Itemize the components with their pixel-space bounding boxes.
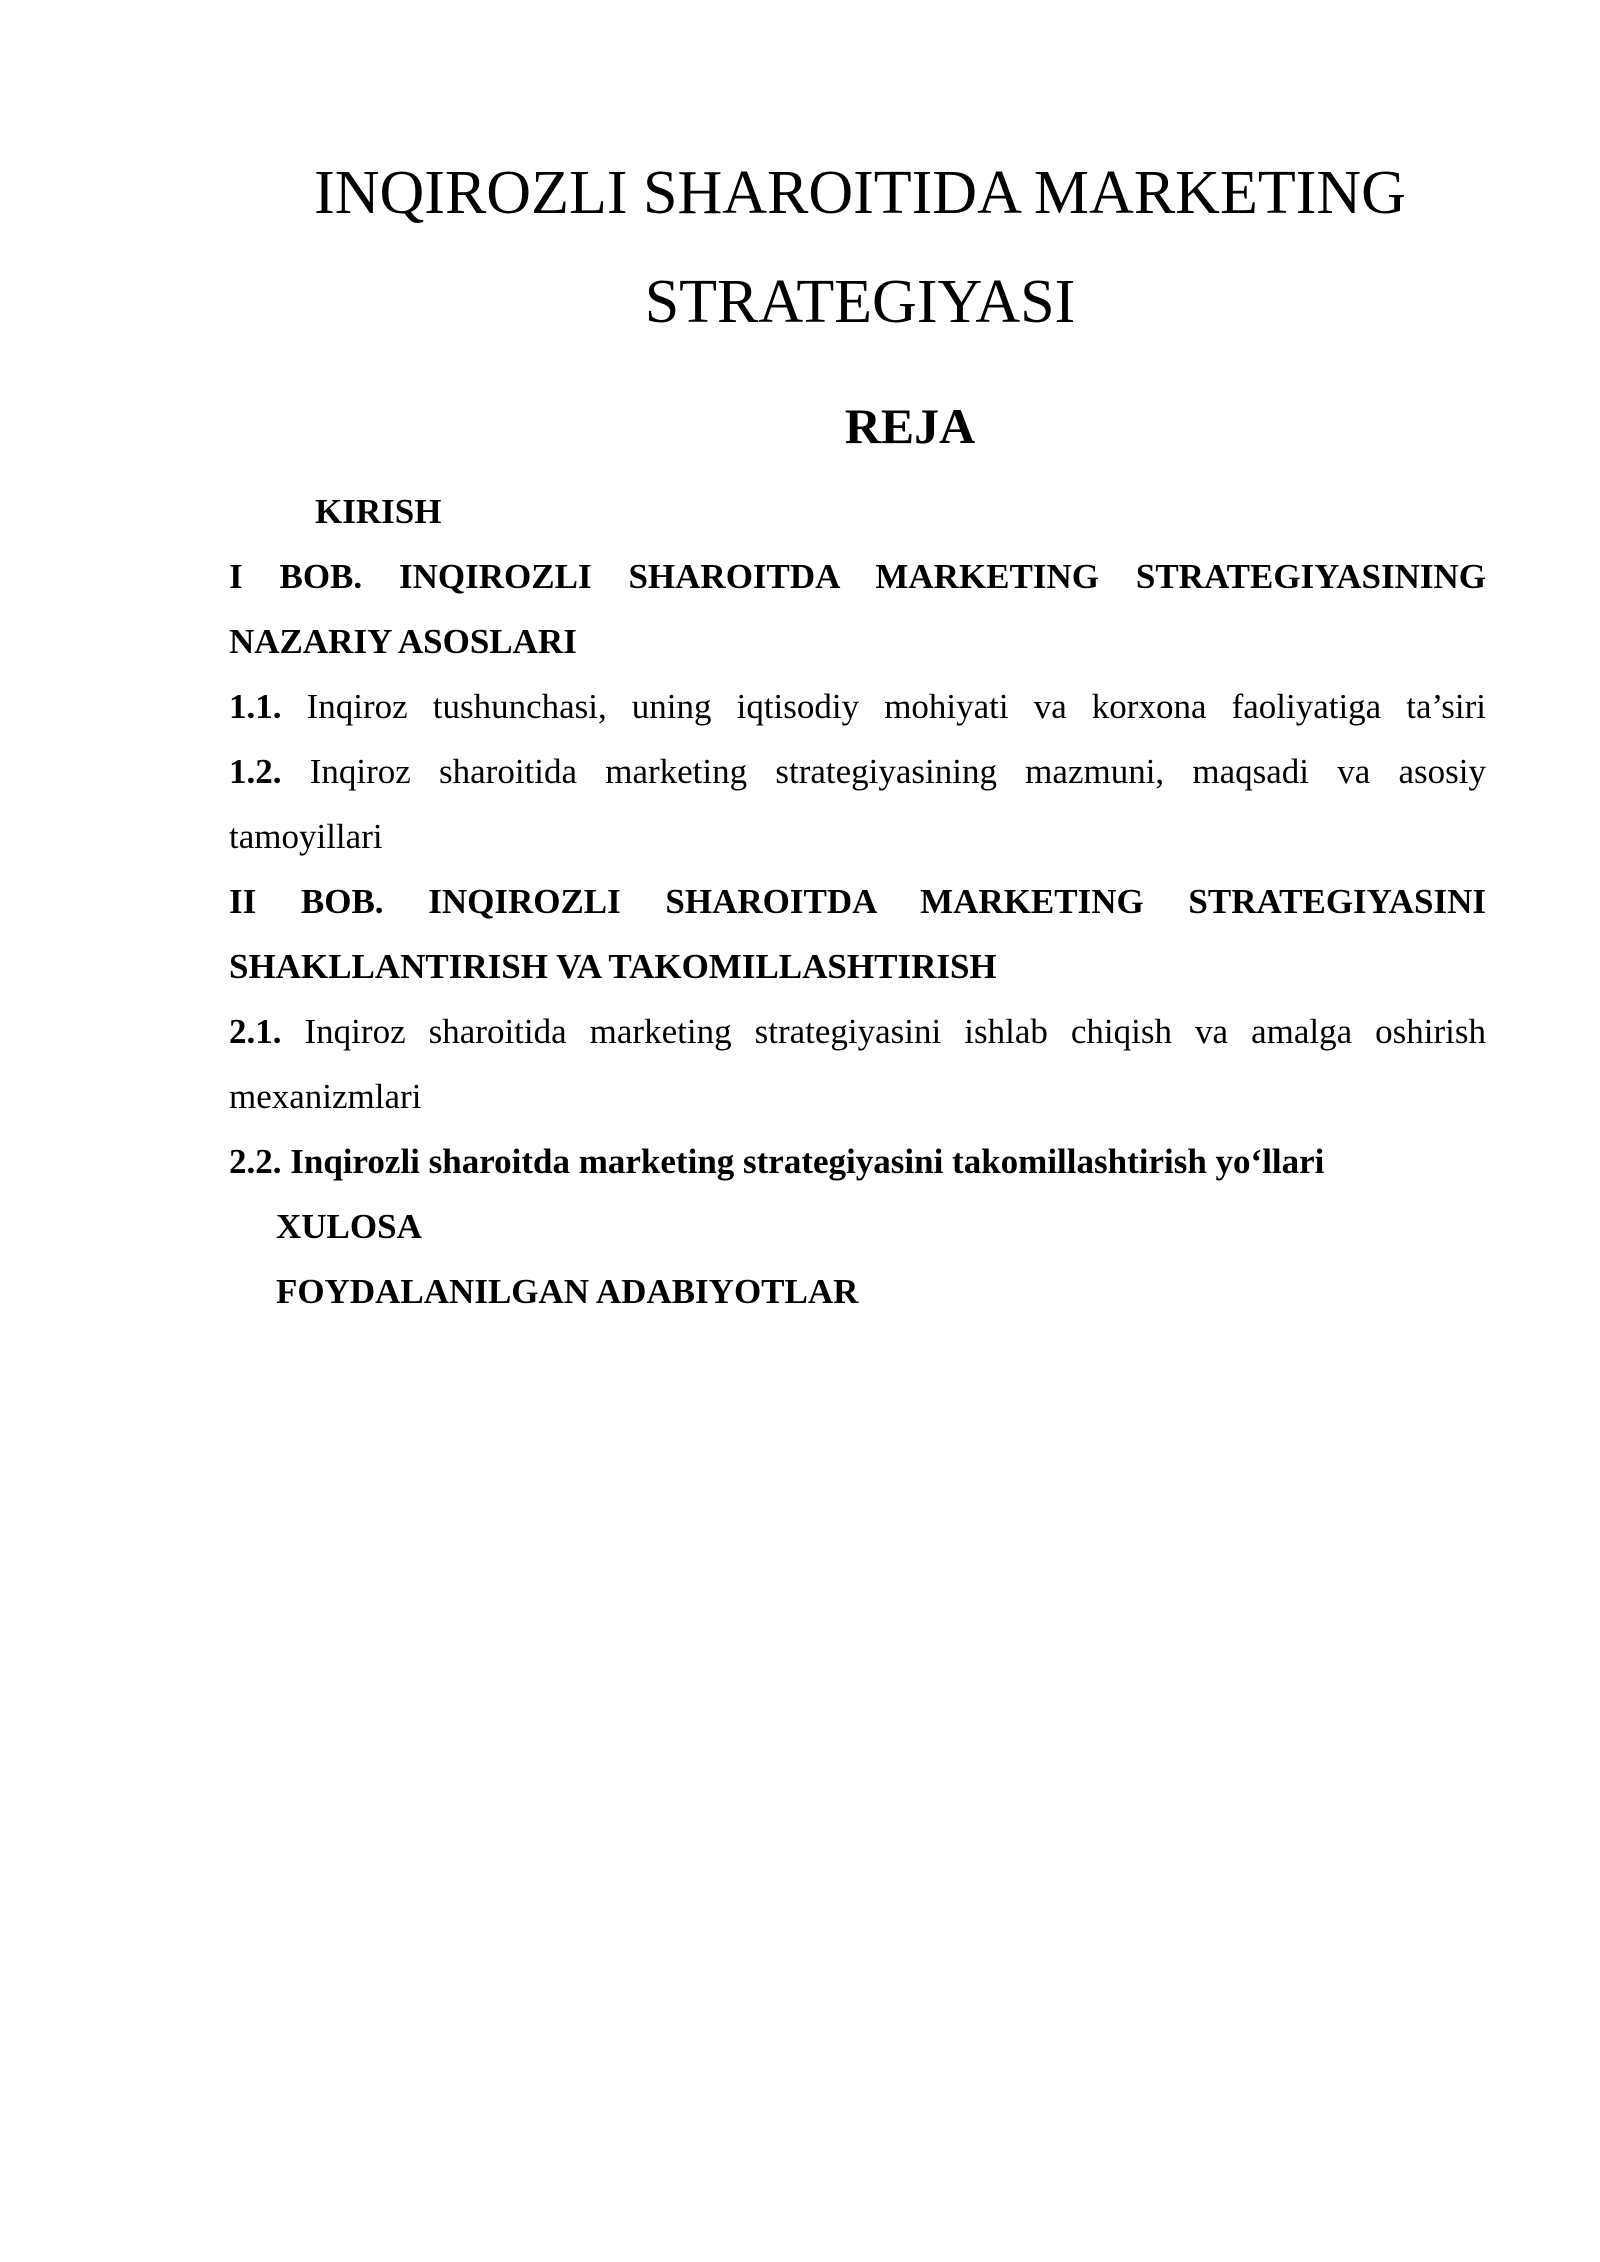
toc-section-2-1-line-2: mexanizmlari: [229, 1077, 422, 1116]
toc-chapter-2-line-2: SHAKLLANTIRISH VA TAKOMILLASHTIRISH: [229, 947, 997, 986]
toc-chapter-2-line-1: II BOB. INQIROZLI SHAROITDA MARKETING STRATEGIYASINI: [229, 882, 1486, 921]
toc-conclusion: XULOSA: [276, 1207, 422, 1246]
toc-section-1-2-line-1: [229, 739, 1486, 804]
toc-references: FOYDALANILGAN ADABIYOTLAR: [276, 1272, 859, 1311]
toc-section-number: 1.2.: [229, 752, 282, 791]
toc-section-1-2-line-2: tamoyillari: [229, 817, 383, 856]
toc-section-text: Inqiroz sharoitida marketing strategiyasini ishlab chiqish va amalga oshirish: [304, 1012, 1486, 1051]
toc-section-2-1-line-1: [229, 999, 1486, 1064]
toc-section-text: Inqiroz sharoitida marketing strategiyasining mazmuni, maqsadi va asosiy: [309, 752, 1486, 791]
plan-heading: REJA: [844, 398, 976, 454]
toc-section-number: 2.1.: [229, 1012, 282, 1051]
toc-section-text: Inqiroz tushunchasi, uning iqtisodiy mohiyati va korxona faoliyatiga ta’siri: [306, 687, 1486, 726]
toc-section-2-2: 2.2. Inqirozli sharoitda marketing strategiyasini takomillashtirish yo‘llari: [229, 1142, 1325, 1181]
toc-chapter-1-line-1: I BOB. INQIROZLI SHAROITDA MARKETING STRATEGIYASINING: [229, 557, 1486, 596]
toc-chapter-1-line-2: NAZARIY ASOSLARI: [229, 622, 577, 661]
toc-section-number: 1.1.: [229, 687, 282, 726]
document-title-line-2: STRATEGIYASI: [644, 268, 1076, 336]
document-title-line-1: INQIROZLI SHAROITIDA MARKETING: [314, 159, 1406, 227]
toc-intro: KIRISH: [315, 492, 442, 531]
toc-section-1-1: [229, 674, 1486, 739]
